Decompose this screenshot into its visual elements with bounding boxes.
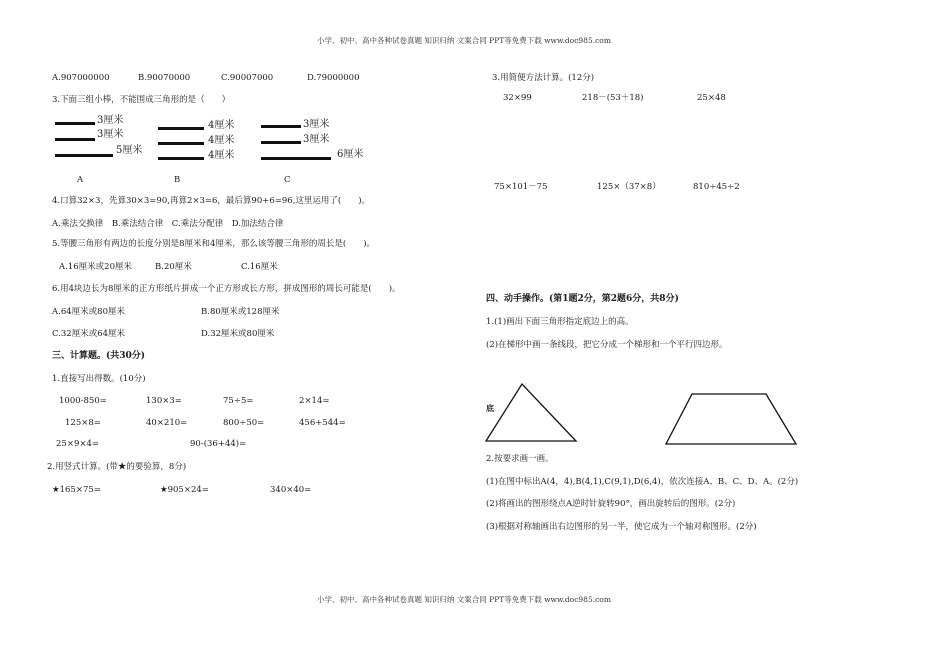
stick-label: 3厘米 [303,119,330,130]
q6-option-a: A.64厘米或80厘米 [52,307,125,317]
section4-title: 四、动手操作。(第1题2分，第2题6分，共8分) [486,294,679,304]
simplify-item: 125×（37×8） [597,182,661,192]
q2-option-d: D.79000000 [307,73,360,83]
q5-option-c: C.16厘米 [241,262,278,272]
calc-item: 130×3= [146,396,182,406]
draw-q1b: (2)在梯形中画一条线段，把它分成一个梯形和一个平行四边形。 [486,340,728,350]
page-header: 小学、初中、高中各种试卷真题 知识归纳 文案合同 PPT等免费下载 www.doc985.com [317,36,611,45]
q2-option-a: A.907000000 [52,73,110,83]
q2-option-c: C.90007000 [221,73,274,83]
simplify-item: 32×99 [503,93,532,103]
group-letter: B [174,175,181,185]
calc-item: 456+544= [299,418,346,428]
vertical-calc-item: 340×40= [270,485,312,495]
q6-option-c: C.32厘米或64厘米 [52,329,126,339]
q6-option-d: D.32厘米或80厘米 [201,329,275,339]
q5-option-a: A.16厘米或20厘米 [59,262,132,272]
stick-label: 4厘米 [208,135,235,146]
draw-q2a: (1)在图中标出A(4，4),B(4,1),C(9,1),D(6,4)，依次连接A、B、C、D、A。(2分) [486,477,799,487]
stick-label: 5厘米 [116,145,143,156]
section3-title: 三、计算题。(共30分) [52,351,146,361]
q5-text: 5.等腰三角形有两边的长度分别是8厘米和4厘米，那么该等腰三角形的周长是( )。 [52,239,376,249]
calc-item: 800÷50= [223,418,265,428]
calc-item: 40×210= [146,418,188,428]
stick-label: 3厘米 [97,129,124,140]
stick-label: 4厘米 [208,150,235,161]
calc-part2-title: 2.用竖式计算。(带★的要验算，8分) [47,462,187,472]
stick-label: 4厘米 [208,120,235,131]
q3-text: 3.下面三组小棒，不能围成三角形的是（ ） [52,95,231,105]
simplify-item: 810÷45÷2 [693,182,740,192]
q6-text: 6.用4块边长为8厘米的正方形纸片拼成一个正方形或长方形，拼成图形的周长可能是( )。 [52,284,401,294]
calc-part1-title: 1.直接写出得数。(10分) [52,374,146,384]
calc-item: 2×14= [299,396,330,406]
calc-item: 125×8= [65,418,101,428]
group-letter: A [77,175,84,185]
stick-label: 3厘米 [97,115,124,126]
q5-option-b: B.20厘米 [155,262,192,272]
trapezoid [666,394,796,444]
draw-q2c: (3)根据对称轴画出右边图形的另一半，使它成为一个轴对称图形。(2分) [486,522,757,532]
page-footer: 小学、初中、高中各种试卷真题 知识归纳 文案合同 PPT等免费下载 www.doc985.com [317,595,611,604]
calc-part3-title: 3.用简便方法计算。(12分) [492,73,595,83]
base-label: 底 [486,403,494,413]
draw-q1a: 1.(1)画出下面三角形指定底边上的高。 [486,317,634,327]
simplify-item: 25×48 [697,93,726,103]
vertical-calc-item: ★165×75= [52,485,101,495]
calc-item: 90-(36+44)= [190,439,247,449]
q2-option-b: B.90070000 [138,73,191,83]
stick-label: 6厘米 [337,149,364,160]
q4-text: 4.口算32×3，先算30×3=90,再算2×3=6，最后算90+6=96,这里运用了( )。 [52,196,371,206]
vertical-calc-item: ★905×24= [160,485,209,495]
calc-item: 1000-850= [59,396,107,406]
draw-q2: 2.按要求画一画。 [486,454,554,464]
simplify-item: 75×101－75 [494,182,548,192]
calc-item: 25×9×4= [56,439,99,449]
stick-label: 3厘米 [303,134,330,145]
simplify-item: 218－(53＋18) [582,93,644,103]
q4-options: A.乘法交换律 B.乘法结合律 C.乘法分配律 D.加法结合律 [52,219,284,229]
draw-q2b: (2)将画出的图形绕点A逆时针旋转90°，画出旋转后的图形。(2分) [486,499,736,509]
group-letter: C [284,175,291,185]
calc-item: 75÷5= [223,396,254,406]
q6-option-b: B.80厘米或128厘米 [201,307,280,317]
triangle [486,384,576,441]
